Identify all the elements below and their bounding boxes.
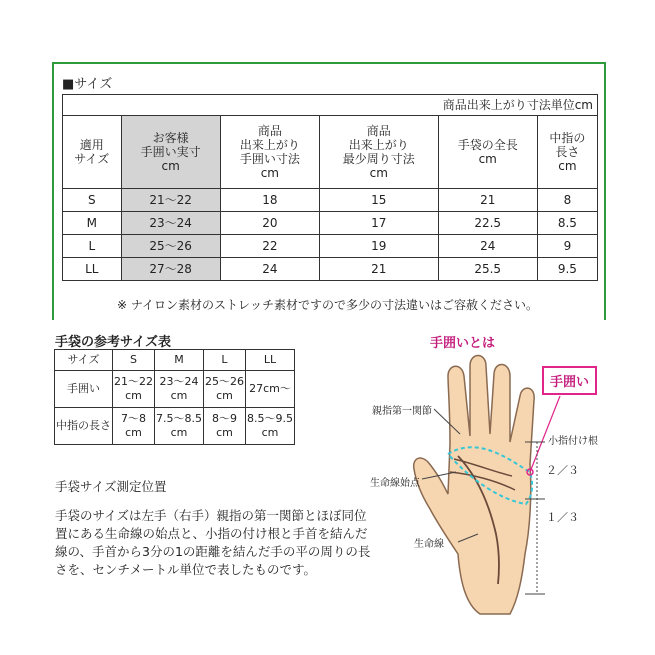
diagram-title: 手囲いとは: [430, 336, 496, 351]
measure-title: 手袋サイズ測定位置: [55, 479, 167, 494]
size-cell: 21: [319, 258, 438, 281]
size-cell: 9.5: [537, 258, 597, 281]
one-third-label: １／３: [546, 511, 579, 524]
section-title: ■サイズ: [62, 77, 113, 92]
ref-cell: 7〜8 cm: [113, 408, 155, 445]
lifeline-label: 生命線: [414, 539, 444, 550]
ref-size-table: [54, 349, 295, 445]
size-row: [63, 258, 598, 281]
size-cell: 24: [438, 235, 537, 258]
size-cell: 23〜24: [121, 212, 220, 235]
size-row: [63, 212, 598, 235]
size-cell: LL: [63, 258, 122, 281]
size-cell: 25.5: [438, 258, 537, 281]
two-thirds-label: ２／３: [546, 464, 579, 477]
size-header-cell: お客様 手囲い実寸 cm: [121, 116, 220, 189]
pinky-base-label: 小指付け根: [548, 436, 598, 447]
ref-cell: 8.5〜9.5 cm: [246, 408, 295, 445]
size-cell: 8: [537, 189, 597, 212]
size-header-cell: 手袋の全長 cm: [438, 116, 537, 189]
size-cell: 27〜28: [121, 258, 220, 281]
size-header-cell: 商品 出来上がり 最少周り寸法 cm: [319, 116, 438, 189]
size-header-cell: 中指の 長さ cm: [537, 116, 597, 189]
size-table: [62, 94, 598, 281]
size-cell: L: [63, 235, 122, 258]
hand-shape: [414, 356, 535, 615]
ref-cell: 25〜26 cm: [204, 371, 246, 408]
ref-cell: 8〜9 cm: [204, 408, 246, 445]
ref-header-cell: S: [113, 350, 155, 371]
size-cell: 24: [220, 258, 319, 281]
unit-label: 商品出来上がり寸法単位cm: [63, 95, 598, 116]
ref-header-cell: M: [155, 350, 204, 371]
size-cell: 20: [220, 212, 319, 235]
ref-header-cell: サイズ: [55, 350, 113, 371]
ref-cell: 中指の長さ: [55, 408, 113, 445]
size-cell: S: [63, 189, 122, 212]
size-cell: 22.5: [438, 212, 537, 235]
hand-diagram: [330, 324, 630, 624]
lifeline-start-label: 生命線始点: [370, 478, 420, 489]
ref-cell: 手囲い: [55, 371, 113, 408]
ref-header-cell: L: [204, 350, 246, 371]
measure-description: 手袋のサイズは左手（右手）親指の第一関節とほぼ同位置にある生命線の始点と、小指の付け根と手首を結んだ線の、手首から3分の1の距離を結んだ手の平の周りの長さを、センチメートル単位で表したものです。: [55, 508, 371, 577]
ref-row: [55, 408, 295, 445]
size-row: [63, 189, 598, 212]
size-cell: 21: [438, 189, 537, 212]
ref-cell: 7.5〜8.5 cm: [155, 408, 204, 445]
size-cell: 15: [319, 189, 438, 212]
ref-cell: 27cm〜: [246, 371, 295, 408]
note-text: ※ ナイロン素材のストレッチ素材ですので多少の寸法違いはご容赦ください。: [117, 298, 538, 312]
size-cell: 9: [537, 235, 597, 258]
thumb-joint-label: 親指第一関節: [372, 406, 432, 417]
size-cell: 8.5: [537, 212, 597, 235]
size-cell: M: [63, 212, 122, 235]
size-cell: 22: [220, 235, 319, 258]
size-cell: 18: [220, 189, 319, 212]
size-header-cell: 適用 サイズ: [63, 116, 122, 189]
ref-cell: 21〜22 cm: [113, 371, 155, 408]
size-cell: 19: [319, 235, 438, 258]
callout-label: 手囲い: [542, 366, 597, 395]
size-header-cell: 商品 出来上がり 手囲い寸法 cm: [220, 116, 319, 189]
ref-header-cell: LL: [246, 350, 295, 371]
size-cell: 17: [319, 212, 438, 235]
ref-table-title: 手袋の参考サイズ表: [55, 335, 171, 350]
size-cell: 21〜22: [121, 189, 220, 212]
ref-row: [55, 371, 295, 408]
ref-cell: 23〜24 cm: [155, 371, 204, 408]
size-row: [63, 235, 598, 258]
size-cell: 25〜26: [121, 235, 220, 258]
